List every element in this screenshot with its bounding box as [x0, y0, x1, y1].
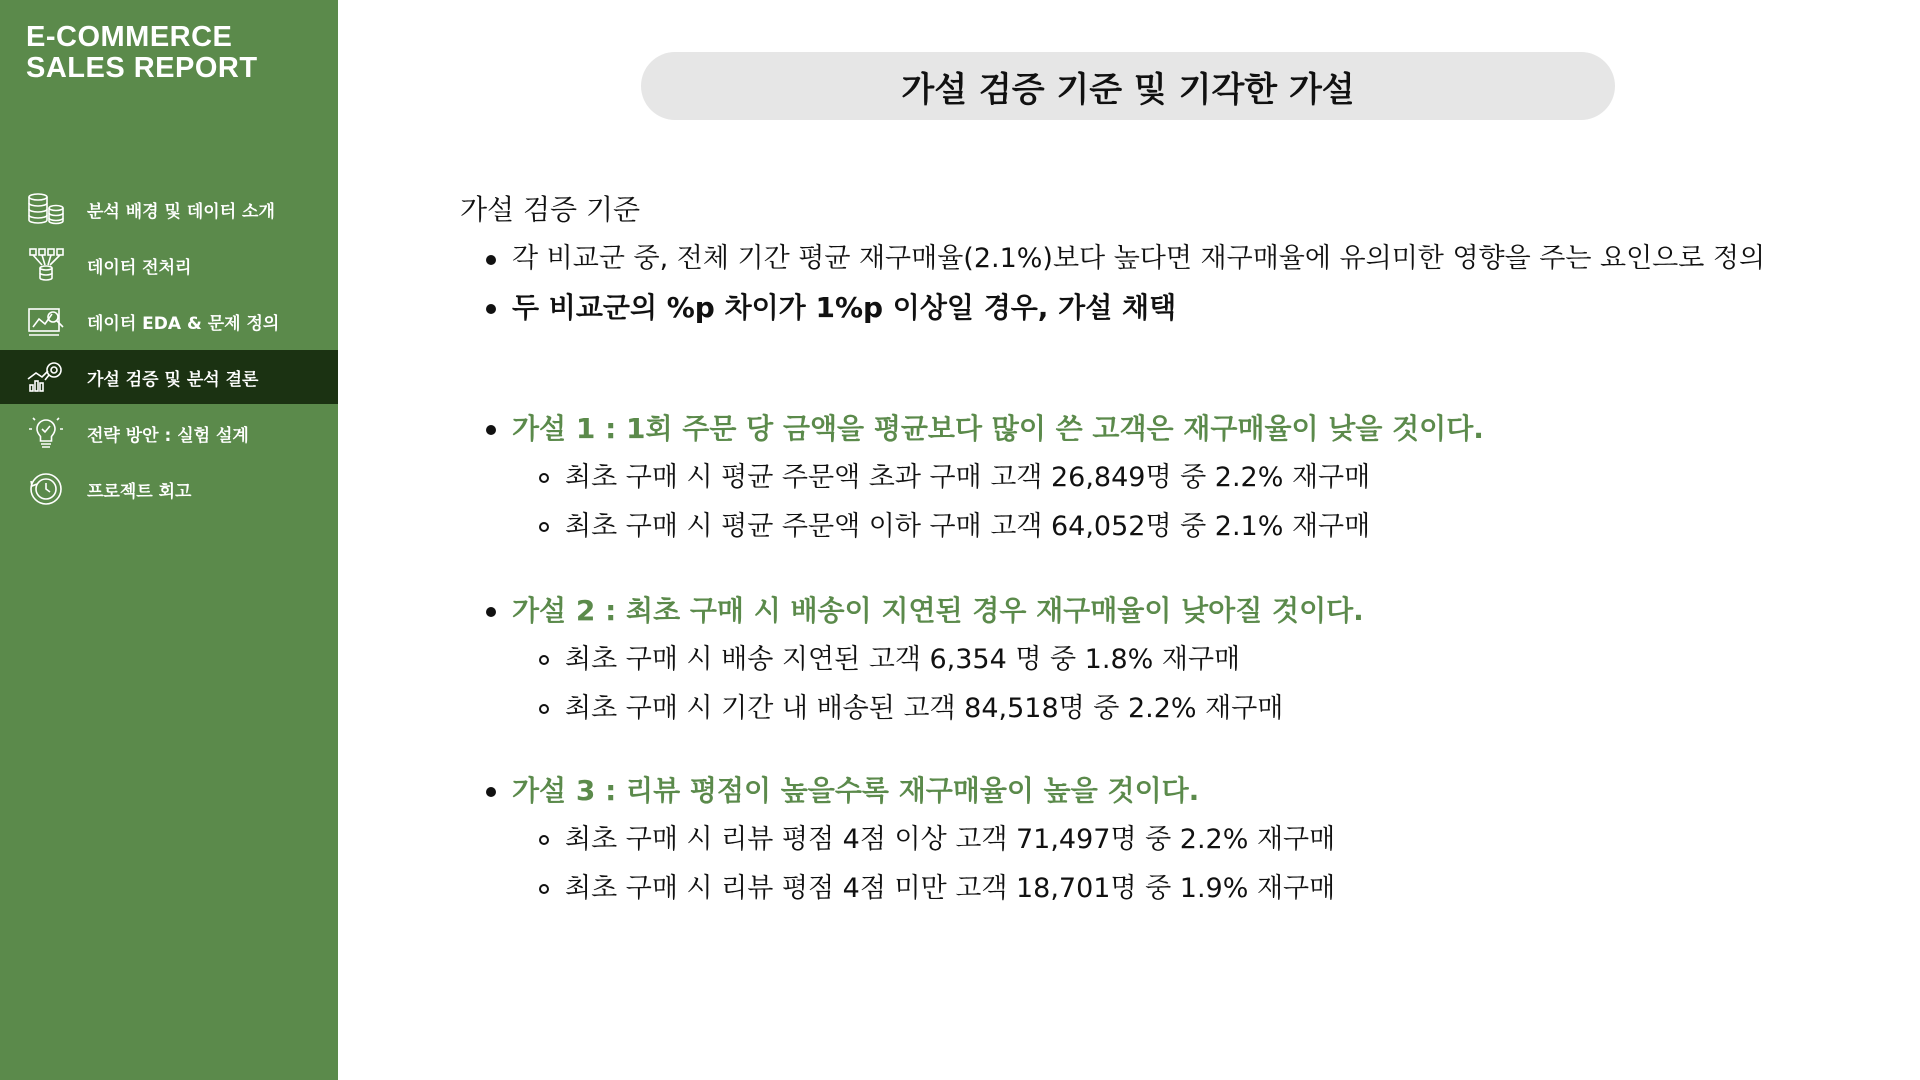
criteria-list [460, 234, 1900, 332]
hypothesis-detail: 최초 구매 시 배송 지연된 고객 6,354 명 중 1.8% 재구매 [460, 635, 1900, 684]
hypothesis-detail: 최초 구매 시 평균 주문액 초과 구매 고객 26,849명 중 2.2% 재구매 [460, 453, 1900, 502]
hypothesis-detail: 최초 구매 시 평균 주문액 이하 구매 고객 64,052명 중 2.1% 재구매 [460, 502, 1900, 551]
hypothesis-1 [460, 404, 1900, 551]
sidebar-item-label: 데이터 전처리 [87, 257, 192, 278]
criteria-item: 두 비교군의 %p 차이가 1%p 이상일 경우, 가설 채택 [460, 283, 1900, 332]
hypothesis-title: 가설 2 : 최초 구매 시 배송이 지연된 경우 재구매율이 낮아질 것이다. [460, 586, 1900, 635]
brand-logo-text [26, 22, 258, 84]
sidebar-item-hypothesis[interactable] [0, 350, 338, 404]
sidebar-item-label: 데이터 EDA & 문제 정의 [87, 313, 280, 334]
sidebar-item-preprocessing[interactable] [0, 238, 338, 292]
hypothesis-title: 가설 3 : 리뷰 평점이 높을수록 재구매율이 높을 것이다. [460, 766, 1900, 815]
hypothesis-title: 가설 1 : 1회 주문 당 금액을 평균보다 많이 쓴 고객은 재구매율이 낮을 것이다. [460, 404, 1900, 453]
hypothesis-3 [460, 766, 1900, 913]
hypothesis-detail: 최초 구매 시 리뷰 평점 4점 미만 고객 18,701명 중 1.9% 재구매 [460, 864, 1900, 913]
lightbulb-icon [26, 415, 66, 451]
sidebar-item-label: 가설 검증 및 분석 결론 [87, 369, 259, 390]
sidebar-item-eda[interactable] [0, 294, 338, 348]
hypothesis-detail: 최초 구매 시 리뷰 평점 4점 이상 고객 71,497명 중 2.2% 재구매 [460, 815, 1900, 864]
sidebar-nav [0, 182, 338, 518]
sidebar-item-label: 분석 배경 및 데이터 소개 [87, 201, 275, 222]
hypothesis-detail: 최초 구매 시 기간 내 배송된 고객 84,518명 중 2.2% 재구매 [460, 684, 1900, 733]
data-processing-icon [26, 247, 66, 283]
sidebar [0, 0, 338, 1080]
page-title-pill [641, 52, 1615, 120]
brand-line-1: E-COMMERCE [26, 21, 233, 53]
search-chart-icon [26, 359, 66, 395]
sidebar-item-background[interactable] [0, 182, 338, 236]
clock-cycle-icon [26, 471, 66, 507]
sidebar-item-label: 전략 방안 : 실험 설계 [87, 425, 249, 446]
main-content [460, 190, 1900, 913]
chart-analysis-icon [26, 303, 66, 339]
sidebar-item-retrospective[interactable] [0, 462, 338, 516]
sidebar-item-strategy[interactable] [0, 406, 338, 460]
brand-line-2: SALES REPORT [26, 52, 258, 84]
sidebar-item-label: 프로젝트 회고 [87, 481, 192, 502]
page-title: 가설 검증 기준 및 기각한 가설 [901, 69, 1355, 110]
database-coins-icon [26, 191, 66, 227]
hypothesis-2 [460, 586, 1900, 733]
criteria-item: 각 비교군 중, 전체 기간 평균 재구매율(2.1%)보다 높다면 재구매율에 유의미한 영향을 주는 요인으로 정의 [460, 234, 1900, 283]
criteria-heading: 가설 검증 기준 [460, 193, 641, 226]
